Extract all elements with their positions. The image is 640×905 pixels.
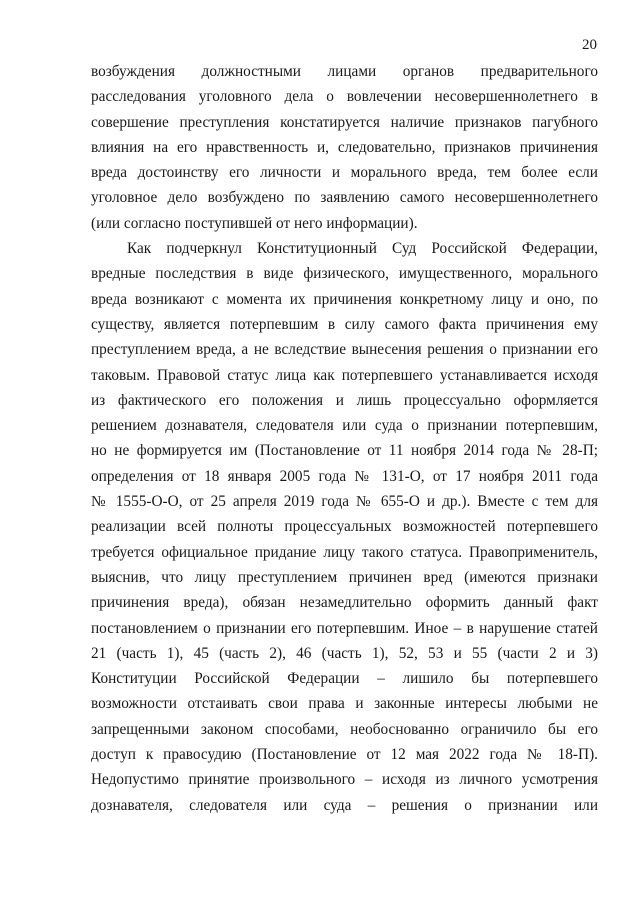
text-line: выяснив, что лицу преступлением причинен вред (имеются признаки (91, 568, 598, 586)
text-line: Как подчеркнул Конституционный Суд Российской Федерации, (127, 240, 598, 258)
text-line: требуется официальное придание лицу такого статуса. Правоприменитель, (91, 543, 598, 561)
text-line: (или согласно поступившей от него информации). (91, 214, 418, 232)
text-line: доступ к правосудию (Постановление от 12 мая 2022 года № 18-П). (91, 746, 598, 764)
text-line: Недопустимо принятие произвольного – исходя из личного усмотрения (91, 771, 598, 789)
text-line: вреда достоинству его личности и морального вреда, тем более если (91, 164, 598, 182)
paragraph (91, 236, 598, 818)
text-line: запрещенными законом способами, необоснованно ограничило бы его (91, 720, 598, 738)
paragraph (91, 59, 598, 236)
text-line: совершение преступления констатируется наличие признаков пагубного (91, 113, 598, 131)
text-line: вредные последствия в виде физического, имущественного, морального (91, 265, 598, 283)
text-line: реализации всей полноты процессуальных возможностей потерпевшего (91, 518, 598, 536)
text-line: возбуждения должностными лицами органов предварительного (91, 63, 598, 80)
text-line: Конституции Российской Федерации – лишило бы потерпевшего (91, 670, 598, 688)
text-line: возможности отстаивать свои права и законные интересы любыми не (91, 695, 598, 713)
text-line: влияния на его нравственность и, следовательно, признаков причинения (91, 138, 598, 156)
text-line: 21 (часть 1), 45 (часть 2), 46 (часть 1), 52, 53 и 55 (части 2 и 3) (91, 644, 598, 662)
text-line: определения от 18 января 2005 года № 131-О, от 17 ноября 2011 года (91, 467, 598, 485)
text-line: таковым. Правовой статус лица как потерпевшего устанавливается исходя (91, 366, 598, 384)
page-number: 20 (582, 37, 597, 53)
text-line: уголовное дело возбуждено по заявлению самого несовершеннолетнего (91, 189, 598, 207)
text-line: из фактического его положения и лишь процессуально оформляется (91, 391, 598, 409)
text-line: но не формируется им (Постановление от 11 ноября 2014 года № 28-П; (91, 442, 598, 460)
text-line: причинения вреда), обязан незамедлительно оформить данный факт (91, 594, 598, 612)
text-line: дознавателя, следователя или суда – решения о признании или (91, 796, 598, 814)
text-line: № 1555-О-О, от 25 апреля 2019 года № 655-О и др.). Вместе с тем для (91, 493, 598, 511)
text-line: преступлением вреда, а не вследствие вынесения решения о признании его (91, 341, 598, 359)
text-line: постановлением о признании его потерпевшим. Иное – в нарушение статей (91, 619, 598, 637)
text-line: решением дознавателя, следователя или суда о признании потерпевшим, (91, 417, 598, 435)
text-line: вреда возникают с момента их причинения конкретному лицу и оно, по (91, 290, 598, 308)
document-body (91, 59, 598, 818)
text-line: существу, является потерпевшим в силу самого факта причинения ему (91, 315, 598, 333)
text-line: расследования уголовного дела о вовлечении несовершеннолетнего в (91, 88, 598, 106)
